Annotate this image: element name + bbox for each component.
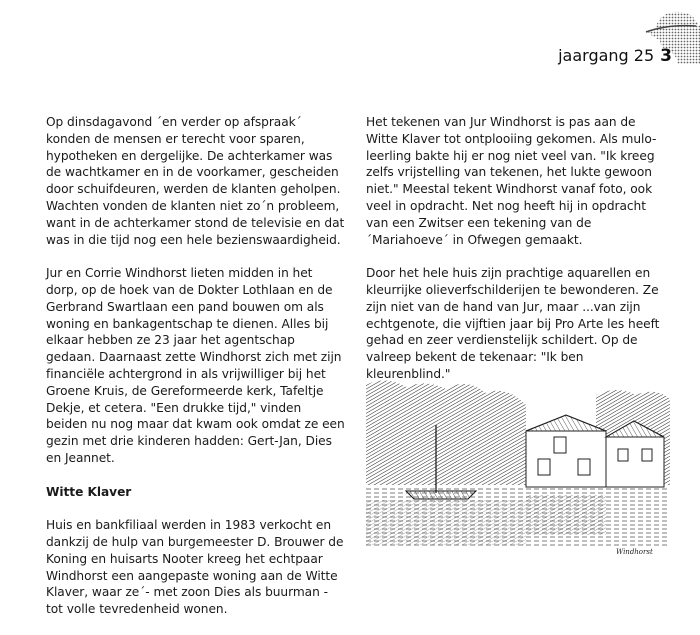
left-paragraph-3: Huis en bankfiliaal werden in 1983 verkocht en dankzij de hulp van burgemeester D. Brouwer de Koning en huisarts Nooter kreeg het echtpaar Windhorst een aangepaste woning aan de Witte Klaver, waar ze´- met zoon Dies als buurman - tot volle tevredenheid wonen. (46, 518, 344, 617)
page-header (558, 46, 672, 66)
left-paragraph-2: Jur en Corrie Windhorst lieten midden in het dorp, op de hoek van de Dokter Lothlaan en de Gerbrand Swartlaan een pand bouwen om als woning en bankagentschap te dienen. Alles bij elkaar hebben ze 23 jaar het agentschap gedaan. Daarnaast zette Windhorst zich met zijn financiële achtergrond in als vrijwilliger bij het Groene Kruis, de Gereformeerde kerk, Tafeltje Dekje, et cetera. "Een drukke tijd," vinden beiden nu nog maar dat kwam ook omdat ze een gezin met drie kinderen hadden: Gert-Jan, Dies en Jeannet. (46, 266, 345, 465)
page-number: 3 (660, 46, 672, 66)
right-paragraph-1: Het tekenen van Jur Windhorst is pas aan de Witte Klaver tot ontplooiing gekomen. Als mulo-leerling bakte hij er nog niet veel van. "Ik kreeg zelfs vrijstelling van tekenen, het lukte gewoon niet." Meestal tekent Windhorst vanaf foto, ook veel in opdracht. Net nog heeft hij in opdracht van een Zwitser een tekening van de ´Mariahoeve´ in Ofwegen gemaakt. (366, 115, 657, 247)
artist-signature: Windhorst (616, 548, 653, 556)
left-column (46, 114, 346, 635)
pen-drawing-illustration (366, 375, 670, 558)
left-paragraph-1: Op dinsdagavond ´en verder op afspraak´ konden de mensen er terecht voor sparen, hypotheken en dergelijke. De achterkamer was de wachtkamer en in de voorkamer, gescheiden door schuifdeuren, werden de klanten geholpen. Wachten vonden de klanten niet zo´n probleem, want in de achterkamer stond de televisie en dat was in die tijd nog een hele bezienswaardigheid. (46, 115, 345, 247)
right-paragraph-2: Door het hele huis zijn prachtige aquarellen en kleurrijke olieverfschilderijen te bewonderen. Ze zijn niet van de hand van Jur, maar ...van zijn echtgenote, die vijftien jaar bij Pro Arte les heeft gehad en zeer verdienstelijk schildert. Op de valreep bekent de tekenaar: "Ik ben kleurenblind." (366, 266, 660, 381)
section-subheading: Witte Klaver (46, 484, 132, 499)
volume-label: jaargang 25 (558, 46, 655, 65)
right-column (366, 114, 668, 400)
